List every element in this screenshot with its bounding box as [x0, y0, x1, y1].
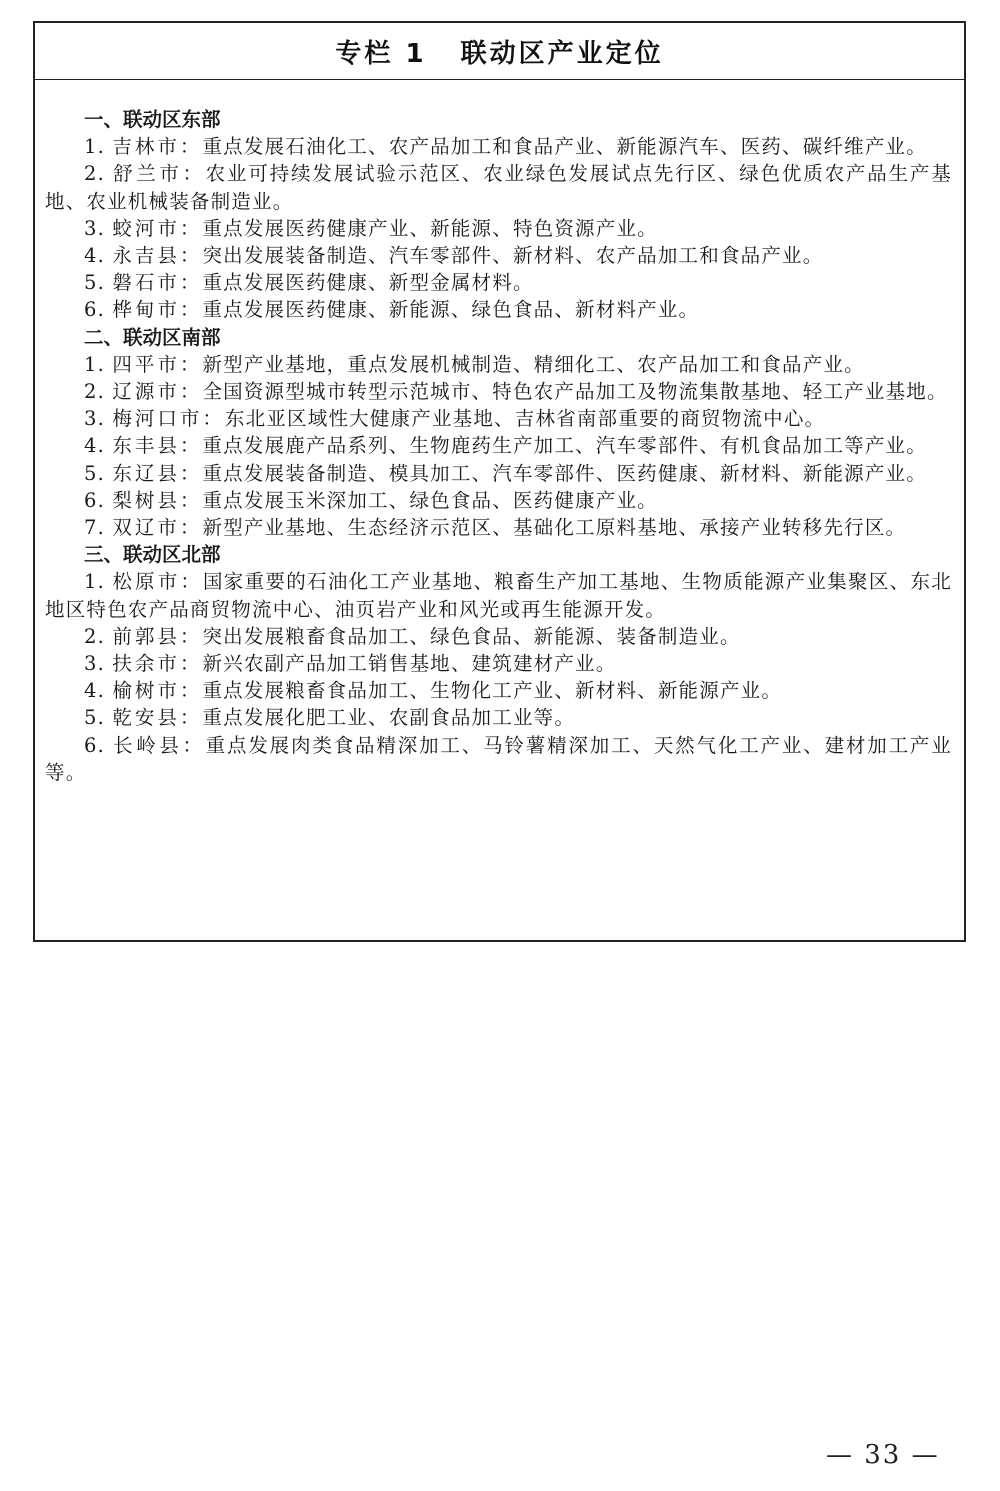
item-number: 1.	[84, 352, 106, 376]
item-number: 6.	[84, 733, 106, 757]
item-number: 3.	[84, 652, 106, 676]
column-title	[35, 23, 964, 80]
item-text: 重点发展医药健康产业、新能源、特色资源产业。	[202, 216, 658, 240]
item-city: 梅河口市：	[112, 407, 225, 431]
list-item	[45, 242, 952, 269]
item-text: 新型产业基地，重点发展机械制造、精细化工、农产品加工和食品产业。	[202, 352, 865, 376]
list-item	[45, 460, 952, 487]
item-city: 东丰县：	[112, 434, 203, 458]
item-text: 重点发展鹿产品系列、生物鹿药生产加工、汽车零部件、有机食品加工等产业。	[202, 434, 927, 458]
list-item	[45, 487, 952, 514]
item-text: 重点发展石油化工、农产品加工和食品产业、新能源汽车、医药、碳纤维产业。	[202, 135, 927, 159]
item-text: 重点发展装备制造、模具加工、汽车零部件、医药健康、新材料、新能源产业。	[202, 461, 927, 485]
list-item	[45, 378, 952, 405]
list-item	[45, 160, 952, 214]
item-city: 吉林市：	[112, 135, 203, 159]
item-number: 5.	[84, 461, 106, 485]
item-text: 重点发展玉米深加工、绿色食品、医药健康产业。	[202, 488, 658, 512]
list-item	[45, 623, 952, 650]
item-city: 东辽县：	[112, 461, 203, 485]
item-text: 突出发展粮畜食品加工、绿色食品、新能源、装备制造业。	[202, 624, 741, 648]
list-item	[45, 677, 952, 704]
item-city: 榆树市：	[112, 679, 203, 703]
list-item	[45, 133, 952, 160]
item-text: 重点发展医药健康、新型金属材料。	[202, 271, 534, 295]
item-text: 突出发展装备制造、汽车零部件、新材料、农产品加工和食品产业。	[202, 244, 824, 268]
item-number: 2.	[84, 624, 106, 648]
section-heading: 二、联动区南部	[84, 325, 221, 349]
list-item	[45, 650, 952, 677]
list-item	[45, 514, 952, 541]
item-text: 农业可持续发展试验示范区、农业绿色发展试点先行区、绿色优质农产品生产基地、农业机械装备制造业。	[45, 162, 952, 213]
item-number: 3.	[84, 407, 106, 431]
item-number: 5.	[84, 706, 106, 730]
item-city: 梨树县：	[112, 488, 203, 512]
list-item	[45, 351, 952, 378]
item-city: 双辽市：	[112, 516, 203, 540]
item-number: 1.	[84, 570, 106, 594]
item-number: 4.	[84, 679, 106, 703]
item-number: 5.	[84, 271, 106, 295]
item-number: 2.	[84, 380, 106, 404]
item-text: 新兴农副产品加工销售基地、建筑建材产业。	[202, 652, 617, 676]
item-text: 重点发展肉类食品精深加工、马铃薯精深加工、天然气化工产业、建材加工产业等。	[45, 733, 952, 784]
section-heading: 一、联动区东部	[84, 108, 221, 131]
item-city: 扶余市：	[112, 652, 203, 676]
item-city: 松原市：	[112, 570, 203, 594]
item-number: 7.	[84, 516, 106, 540]
item-number: 1.	[84, 135, 106, 159]
item-number: 4.	[84, 434, 106, 458]
item-city: 磐石市：	[112, 271, 203, 295]
list-item	[45, 296, 952, 323]
item-city: 桦甸市：	[112, 298, 203, 322]
item-city: 前郭县：	[112, 624, 203, 648]
item-text: 新型产业基地、生态经济示范区、基础化工原料基地、承接产业转移先行区。	[202, 516, 907, 540]
item-number: 6.	[84, 488, 106, 512]
item-city: 舒兰市：	[113, 162, 206, 186]
item-city: 四平市：	[112, 352, 203, 376]
list-item	[45, 432, 952, 459]
list-item	[45, 568, 952, 622]
item-text: 全国资源型城市转型示范城市、特色农产品加工及物流集散基地、轻工产业基地。	[202, 380, 948, 404]
item-city: 辽源市：	[112, 380, 203, 404]
column-content	[35, 80, 964, 786]
item-number: 3.	[84, 216, 106, 240]
item-city: 长岭县：	[113, 733, 206, 757]
item-text: 国家重要的石油化工产业基地、粮畜生产加工基地、生物质能源产业集聚区、东北地区特色农产品商贸物流中心、油页岩产业和风光或再生能源开发。	[45, 570, 952, 621]
item-number: 4.	[84, 244, 106, 268]
item-text: 东北亚区域性大健康产业基地、吉林省南部重要的商贸物流中心。	[224, 407, 826, 431]
item-number: 6.	[84, 298, 106, 322]
column-heading: 联动区产业定位	[460, 38, 664, 69]
list-item	[45, 405, 952, 432]
item-city: 永吉县：	[112, 244, 203, 268]
list-item	[45, 269, 952, 296]
list-item	[45, 215, 952, 242]
column-box	[33, 21, 966, 942]
list-item	[45, 732, 952, 786]
column-number: 专栏 1	[335, 38, 427, 69]
item-text: 重点发展化肥工业、农副食品加工业等。	[202, 706, 576, 730]
item-text: 重点发展医药健康、新能源、绿色食品、新材料产业。	[202, 298, 700, 322]
list-item	[45, 704, 952, 731]
page-number: — 33 —	[826, 1440, 940, 1470]
item-number: 2.	[84, 162, 106, 186]
item-text: 重点发展粮畜食品加工、生物化工产业、新材料、新能源产业。	[202, 679, 783, 703]
section-heading: 三、联动区北部	[84, 543, 221, 567]
item-city: 蛟河市：	[112, 216, 203, 240]
item-city: 乾安县：	[112, 706, 203, 730]
